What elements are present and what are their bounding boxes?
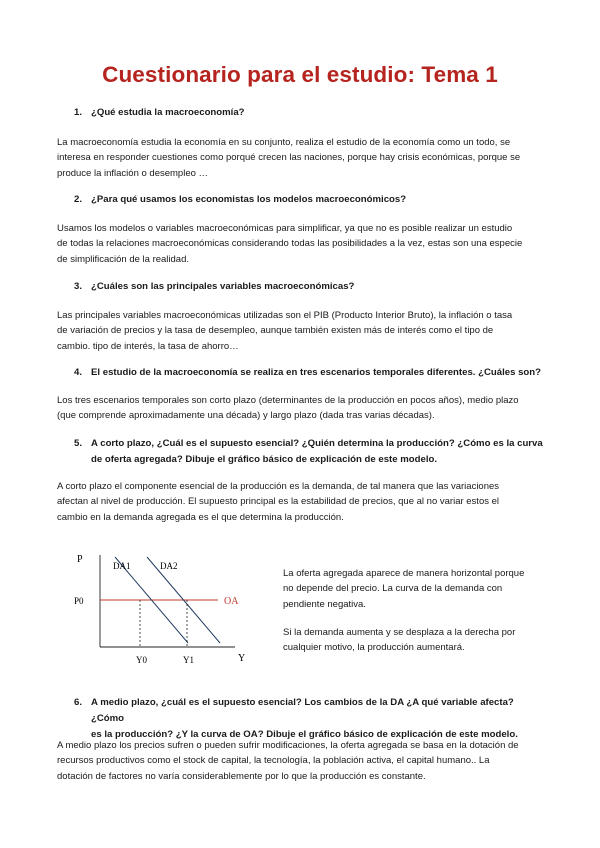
answer-line: A medio plazo los precios sufren o pueden sufrir modificaciones, la oferta agregada se basa en la dotación de bbox=[57, 740, 519, 751]
question-number: 1. bbox=[74, 107, 83, 118]
answer-line: Los tres escenarios temporales son corto plazo (determinantes de la producción en pocos años), medio plazo bbox=[57, 395, 519, 406]
question-1 bbox=[74, 105, 544, 121]
question-2 bbox=[74, 192, 544, 208]
answer-line: recursos productivos como el stock de capital, la tecnología, la población activa, el capital humano.. La bbox=[57, 755, 490, 767]
p0-label: P0 bbox=[74, 596, 84, 606]
answer-4 bbox=[57, 393, 545, 424]
answer-line: La macroeconomía estudia la economía en su conjunto, realiza el estudio de la economía como un todo, se bbox=[57, 137, 511, 148]
answer-line: de todas la relaciones macroeconómicas considerando todas las posibilidades a la vez, estas son una especie bbox=[57, 238, 523, 250]
question-text: ¿Para qué usamos los economistas los modelos macroeconómicos? bbox=[91, 194, 407, 205]
question-text: A corto plazo, ¿Cuál es el supuesto esencial? ¿Quién determina la producción? ¿Cómo es la curva bbox=[91, 438, 543, 449]
question-text: A medio plazo, ¿cuál es el supuesto esencial? Los cambios de la DA ¿A qué variable afecta? ¿Cómo bbox=[91, 697, 514, 724]
explanation-line: cualquier motivo, la producción aumentará. bbox=[283, 642, 465, 654]
question-text: El estudio de la macroeconomía se realiza en tres escenarios temporales diferentes. ¿Cuáles son? bbox=[91, 367, 542, 378]
da1-label: DA1 bbox=[113, 561, 131, 571]
answer-3 bbox=[57, 308, 545, 354]
question-number: 5. bbox=[74, 438, 83, 449]
answer-line: cambio. tipo de interés, la tasa de ahorro… bbox=[57, 340, 239, 352]
question-number: 4. bbox=[74, 367, 83, 378]
diagram-explanation-2 bbox=[283, 625, 546, 656]
answer-1 bbox=[57, 135, 545, 181]
p-axis-label: P bbox=[77, 554, 83, 565]
question-3 bbox=[74, 279, 544, 295]
explanation-line: Si la demanda aumenta y se desplaza a la derecha por bbox=[283, 627, 516, 638]
answer-line: (que comprende aproximadamente una década) y largo plazo (dada tras varias décadas). bbox=[57, 410, 435, 422]
explanation-line: pendiente negativa. bbox=[283, 598, 366, 610]
question-text: es la producción? ¿Y la curva de OA? Dibuje el gráfico básico de explicación de este modelo. bbox=[91, 729, 518, 740]
answer-line: Las principales variables macroeconómicas utilizadas son el PIB (Producto Interior Bruto), la inflación o tasa bbox=[57, 310, 513, 321]
question-5 bbox=[74, 436, 546, 468]
answer-line: A corto plazo el componente esencial de la producción es la demanda, de tal manera que las variaciones bbox=[57, 481, 500, 492]
answer-line: interesa en responder cuestiones como porqué crecen las naciones, porque hay crisis económicas, porque se bbox=[57, 152, 521, 164]
aggregate-supply-demand-diagram bbox=[60, 545, 285, 670]
question-number: 2. bbox=[74, 194, 83, 205]
diagram-explanation bbox=[283, 566, 546, 612]
page-title: Cuestionario para el estudio: Tema 1 bbox=[102, 62, 498, 87]
answer-6 bbox=[57, 738, 545, 784]
answer-line: Usamos los modelos o variables macroeconómicas para simplificar, ya que no es posible realizar un estudio bbox=[57, 223, 513, 234]
question-text: de oferta agregada? Dibuje el gráfico básico de explicación de este modelo. bbox=[91, 454, 438, 465]
answer-line: cambio en la demanda agregada es el que determina la producción. bbox=[57, 511, 344, 523]
question-text: ¿Qué estudia la macroeconomía? bbox=[91, 107, 245, 118]
question-text: ¿Cuáles son las principales variables macroeconómicas? bbox=[91, 281, 355, 292]
answer-line: produce la inflación o desempleo … bbox=[57, 167, 209, 179]
explanation-line: La oferta agregada aparece de manera horizontal porque bbox=[283, 568, 525, 579]
answer-5 bbox=[57, 479, 545, 525]
question-4 bbox=[74, 365, 544, 381]
explanation-line: no depende del precio. La curva de la demanda con bbox=[283, 583, 503, 595]
oa-label: OA bbox=[224, 596, 239, 607]
answer-line: dotación de factores no varía considerablemente por lo que la producción es constante. bbox=[57, 770, 426, 782]
da2-label: DA2 bbox=[160, 561, 178, 571]
y0-label: Y0 bbox=[136, 655, 147, 665]
question-number: 6. bbox=[74, 697, 83, 708]
question-number: 3. bbox=[74, 281, 83, 292]
answer-line: afectan al nivel de producción. El supuesto principal es la estabilidad de precios, que al no variar estos el bbox=[57, 496, 500, 508]
question-6 bbox=[74, 695, 546, 743]
answer-2 bbox=[57, 221, 545, 267]
answer-line: de simplificación de la realidad. bbox=[57, 253, 190, 265]
y1-label: Y1 bbox=[183, 655, 194, 665]
y-axis-label: Y bbox=[238, 653, 246, 664]
answer-line: de variación de precios y la tasa de desempleo, aunque también existen más de interés como el tipo de bbox=[57, 325, 494, 337]
